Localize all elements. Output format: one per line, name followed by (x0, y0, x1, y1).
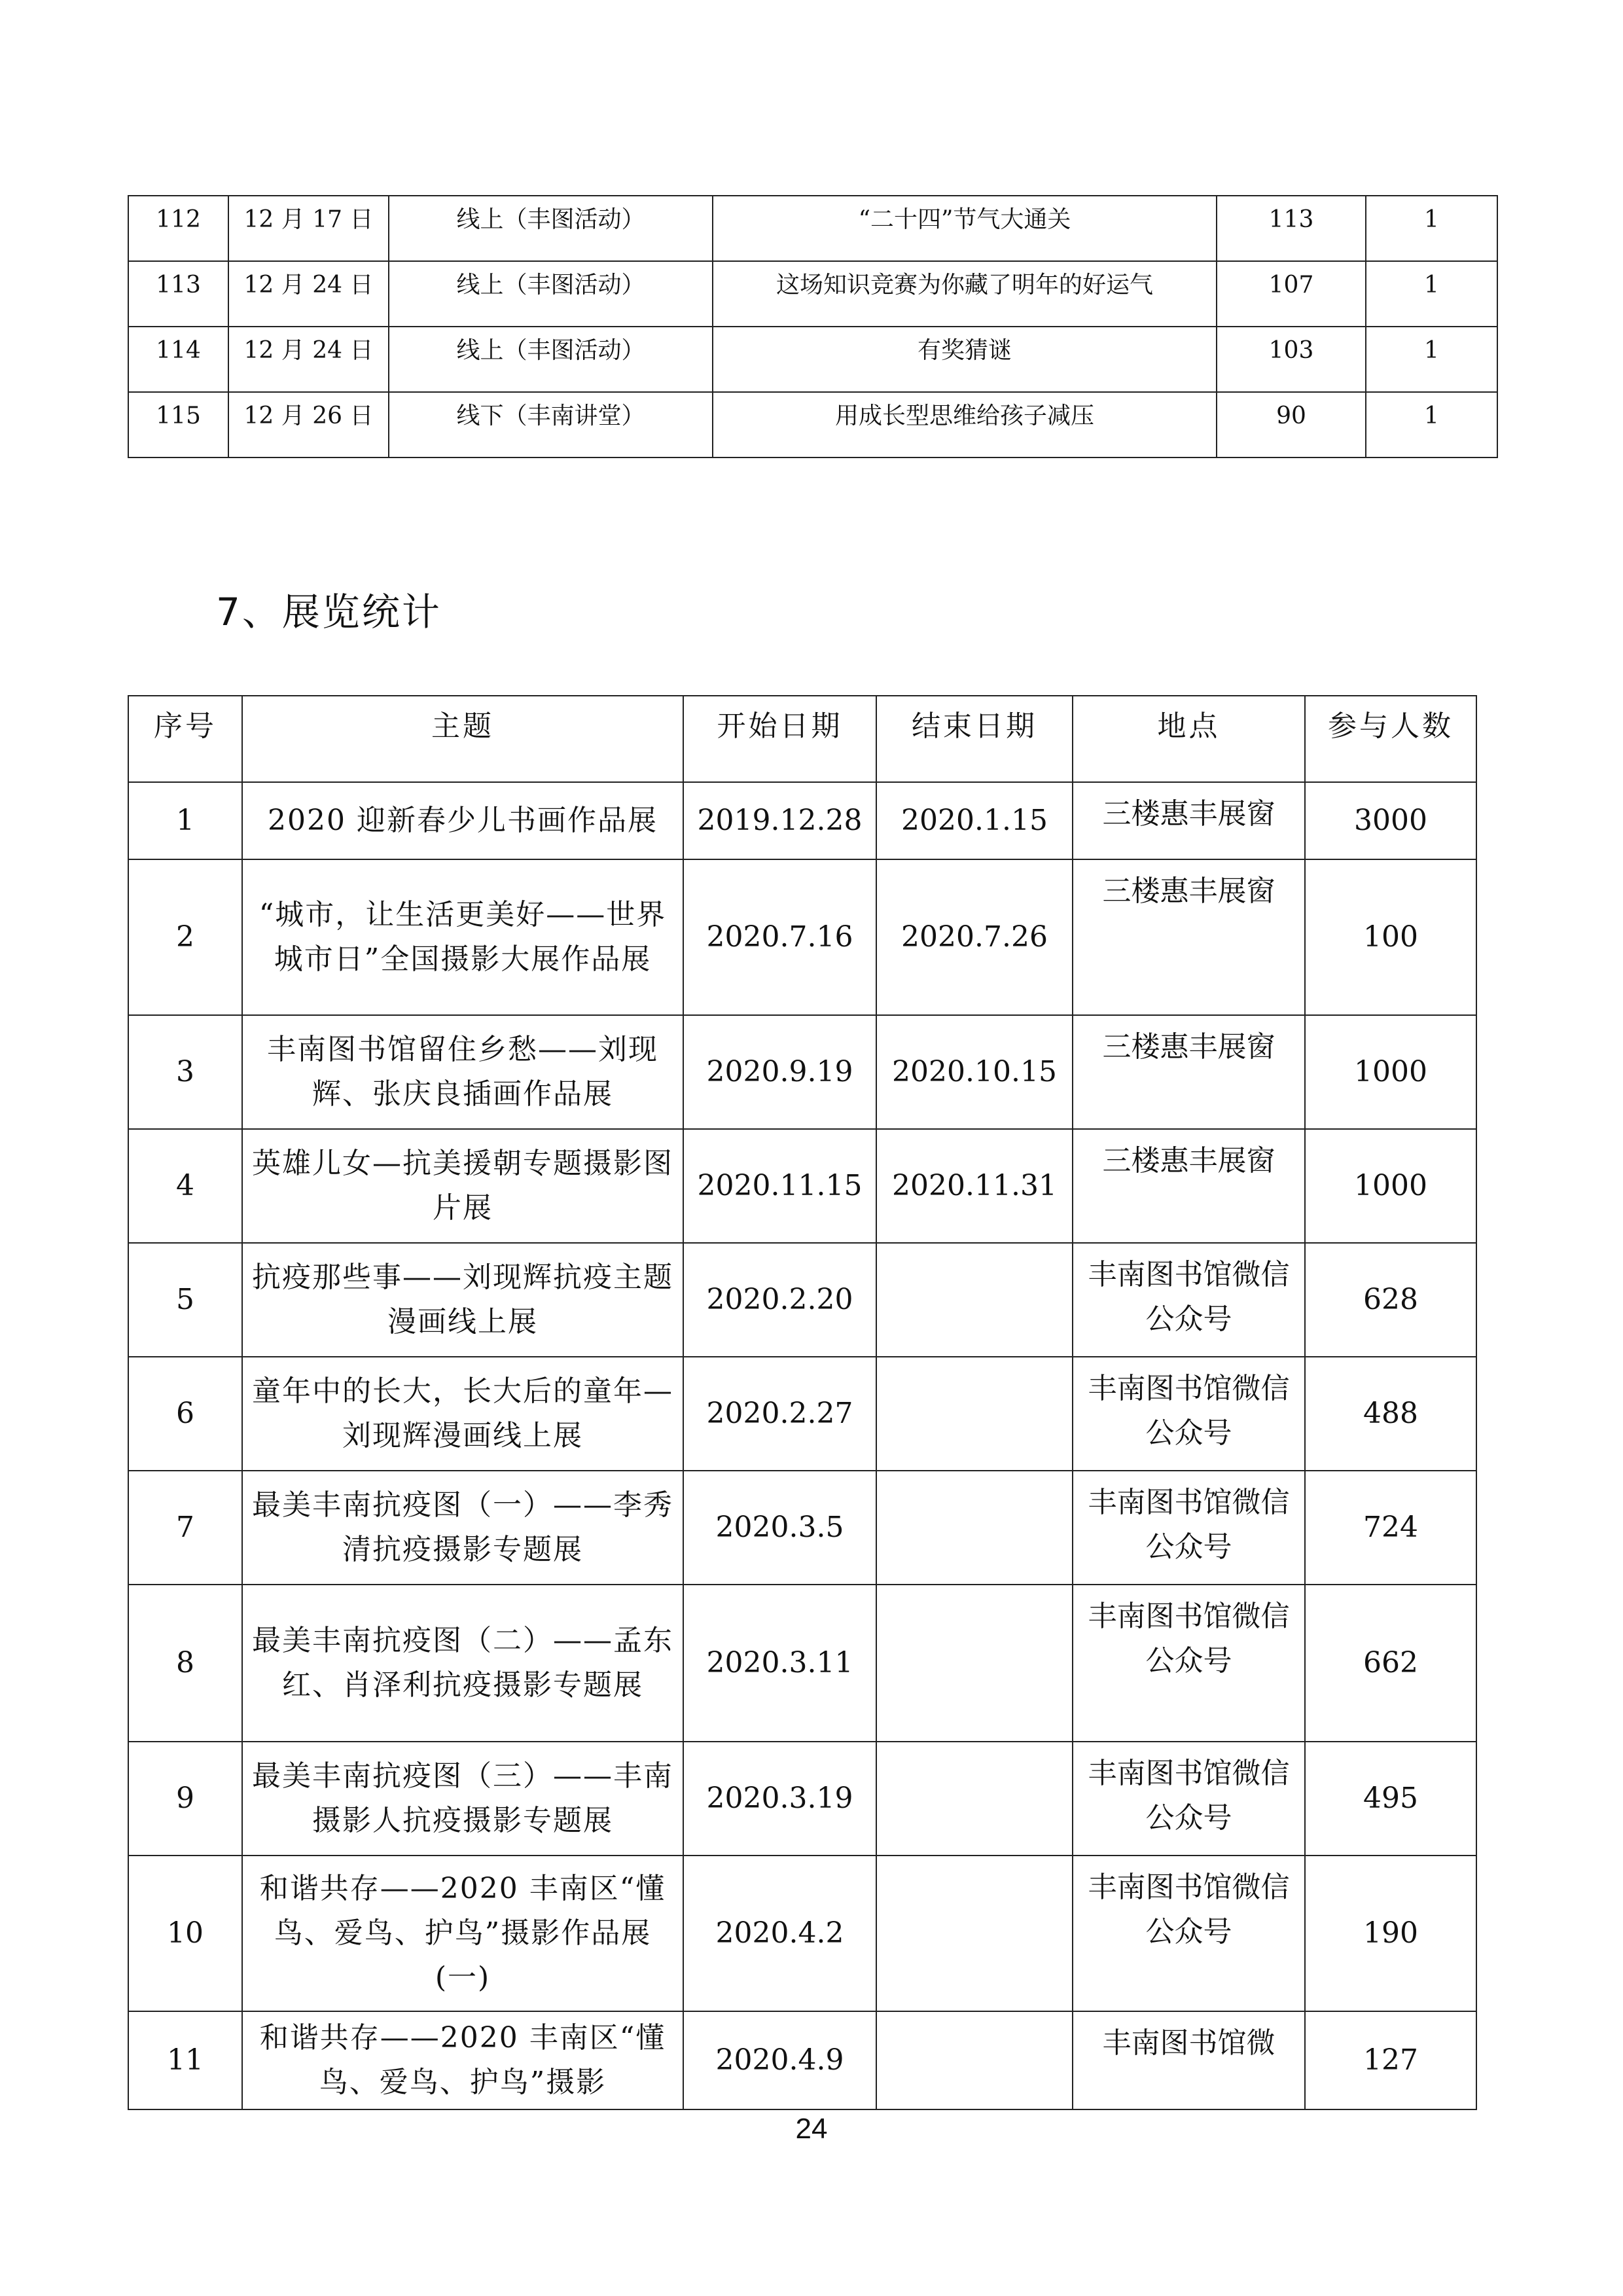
table-row (128, 2011, 1476, 2109)
row-participants: 190 (1305, 1856, 1476, 2011)
row-theme: 英雄儿女—抗美援朝专题摄影图片展 (242, 1129, 683, 1243)
row-location: 三楼惠丰展窗 (1073, 1129, 1305, 1243)
row-end-date (876, 1471, 1073, 1585)
row-end-date: 2020.10.15 (876, 1015, 1073, 1129)
row-count: 103 (1217, 327, 1366, 392)
table-row (128, 1471, 1476, 1585)
row-theme: 2020 迎新春少儿书画作品展 (242, 782, 683, 859)
row-location: 丰南图书馆微信公众号 (1073, 1585, 1305, 1742)
row-number: 1 (128, 782, 242, 859)
row-title: 有奖猜谜 (713, 327, 1217, 392)
exhibit-table (128, 695, 1477, 2110)
row-theme: 最美丰南抗疫图（二）——孟东红、肖泽利抗疫摄影专题展 (242, 1585, 683, 1742)
row-start-date: 2020.4.2 (683, 1856, 876, 2011)
row-start-date: 2020.2.20 (683, 1243, 876, 1357)
row-end-date (876, 1585, 1073, 1742)
row-number: 10 (128, 1856, 242, 2011)
table-row (128, 1357, 1476, 1471)
row-number: 5 (128, 1243, 242, 1357)
row-end-date (876, 1357, 1073, 1471)
table-row (128, 392, 1497, 457)
row-start-date: 2020.3.11 (683, 1585, 876, 1742)
row-title: “二十四”节气大通关 (713, 196, 1217, 261)
row-title: 这场知识竞赛为你藏了明年的好运气 (713, 261, 1217, 327)
row-end-date: 2020.11.31 (876, 1129, 1073, 1243)
row-number: 8 (128, 1585, 242, 1742)
row-participants: 488 (1305, 1357, 1476, 1471)
row-count: 107 (1217, 261, 1366, 327)
row-participants: 1000 (1305, 1129, 1476, 1243)
row-number: 115 (128, 392, 228, 457)
row-date: 12 月 24 日 (228, 327, 389, 392)
row-participants: 724 (1305, 1471, 1476, 1585)
row-end-date (876, 1243, 1073, 1357)
row-participants: 3000 (1305, 782, 1476, 859)
table-row (128, 1742, 1476, 1856)
row-end-date (876, 1856, 1073, 2011)
row-times: 1 (1366, 261, 1497, 327)
row-location: 三楼惠丰展窗 (1073, 859, 1305, 1015)
row-start-date: 2020.2.27 (683, 1357, 876, 1471)
row-number: 113 (128, 261, 228, 327)
table-row (128, 327, 1497, 392)
header-location: 地点 (1073, 696, 1305, 782)
activity-table (128, 195, 1498, 458)
header-end-date: 结束日期 (876, 696, 1073, 782)
row-start-date: 2020.3.5 (683, 1471, 876, 1585)
row-theme: 童年中的长大，长大后的童年—刘现辉漫画线上展 (242, 1357, 683, 1471)
row-participants: 662 (1305, 1585, 1476, 1742)
row-location: 丰南图书馆微信公众号 (1073, 1357, 1305, 1471)
row-number: 6 (128, 1357, 242, 1471)
header-theme: 主题 (242, 696, 683, 782)
row-number: 7 (128, 1471, 242, 1585)
activity-table-body (128, 196, 1497, 457)
row-location: 丰南图书馆微信公众号 (1073, 1856, 1305, 2011)
row-theme: 丰南图书馆留住乡愁——刘现辉、张庆良插画作品展 (242, 1015, 683, 1129)
table-row (128, 1129, 1476, 1243)
table-row (128, 1585, 1476, 1742)
row-times: 1 (1366, 196, 1497, 261)
row-type: 线上（丰图活动） (389, 196, 713, 261)
row-end-date: 2020.7.26 (876, 859, 1073, 1015)
row-start-date: 2020.7.16 (683, 859, 876, 1015)
row-title: 用成长型思维给孩子减压 (713, 392, 1217, 457)
row-start-date: 2019.12.28 (683, 782, 876, 859)
row-end-date (876, 1742, 1073, 1856)
row-count: 113 (1217, 196, 1366, 261)
row-location: 三楼惠丰展窗 (1073, 782, 1305, 859)
table-row (128, 1856, 1476, 2011)
row-number: 3 (128, 1015, 242, 1129)
row-participants: 628 (1305, 1243, 1476, 1357)
row-theme: 最美丰南抗疫图（一）——李秀清抗疫摄影专题展 (242, 1471, 683, 1585)
row-theme: “城市，让生活更美好——世界城市日”全国摄影大展作品展 (242, 859, 683, 1015)
row-number: 2 (128, 859, 242, 1015)
row-number: 11 (128, 2011, 242, 2109)
table-row (128, 1015, 1476, 1129)
row-theme: 最美丰南抗疫图（三）——丰南摄影人抗疫摄影专题展 (242, 1742, 683, 1856)
row-location: 三楼惠丰展窗 (1073, 1015, 1305, 1129)
row-number: 114 (128, 327, 228, 392)
row-participants: 127 (1305, 2011, 1476, 2109)
header-start-date: 开始日期 (683, 696, 876, 782)
row-start-date: 2020.4.9 (683, 2011, 876, 2109)
row-number: 112 (128, 196, 228, 261)
page-number: 24 (795, 2113, 828, 2145)
header-no: 序号 (128, 696, 242, 782)
row-location: 丰南图书馆微信公众号 (1073, 1243, 1305, 1357)
row-date: 12 月 24 日 (228, 261, 389, 327)
header-participants: 参与人数 (1305, 696, 1476, 782)
row-participants: 100 (1305, 859, 1476, 1015)
row-number: 4 (128, 1129, 242, 1243)
row-location: 丰南图书馆微信公众号 (1073, 1471, 1305, 1585)
row-theme: 和谐共存——2020 丰南区“懂鸟、爱鸟、护鸟”摄影 (242, 2011, 683, 2109)
table-row (128, 196, 1497, 261)
row-date: 12 月 26 日 (228, 392, 389, 457)
row-location: 丰南图书馆微信公众号 (1073, 1742, 1305, 1856)
table-row (128, 261, 1497, 327)
row-number: 9 (128, 1742, 242, 1856)
row-start-date: 2020.11.15 (683, 1129, 876, 1243)
exhibit-table-body (128, 782, 1476, 2109)
row-count: 90 (1217, 392, 1366, 457)
row-times: 1 (1366, 392, 1497, 457)
table-row (128, 782, 1476, 859)
exhibit-header-row (128, 696, 1476, 782)
row-date: 12 月 17 日 (228, 196, 389, 261)
row-participants: 1000 (1305, 1015, 1476, 1129)
table-row (128, 859, 1476, 1015)
section-heading: 7、展览统计 (216, 590, 442, 634)
row-theme: 和谐共存——2020 丰南区“懂鸟、爱鸟、护鸟”摄影作品展(一) (242, 1856, 683, 2011)
row-end-date: 2020.1.15 (876, 782, 1073, 859)
row-start-date: 2020.9.19 (683, 1015, 876, 1129)
row-type: 线上（丰图活动） (389, 327, 713, 392)
row-type: 线上（丰图活动） (389, 261, 713, 327)
row-end-date (876, 2011, 1073, 2109)
row-times: 1 (1366, 327, 1497, 392)
row-type: 线下（丰南讲堂） (389, 392, 713, 457)
row-theme: 抗疫那些事——刘现辉抗疫主题漫画线上展 (242, 1243, 683, 1357)
row-location: 丰南图书馆微 (1073, 2011, 1305, 2109)
row-start-date: 2020.3.19 (683, 1742, 876, 1856)
row-participants: 495 (1305, 1742, 1476, 1856)
table-row (128, 1243, 1476, 1357)
